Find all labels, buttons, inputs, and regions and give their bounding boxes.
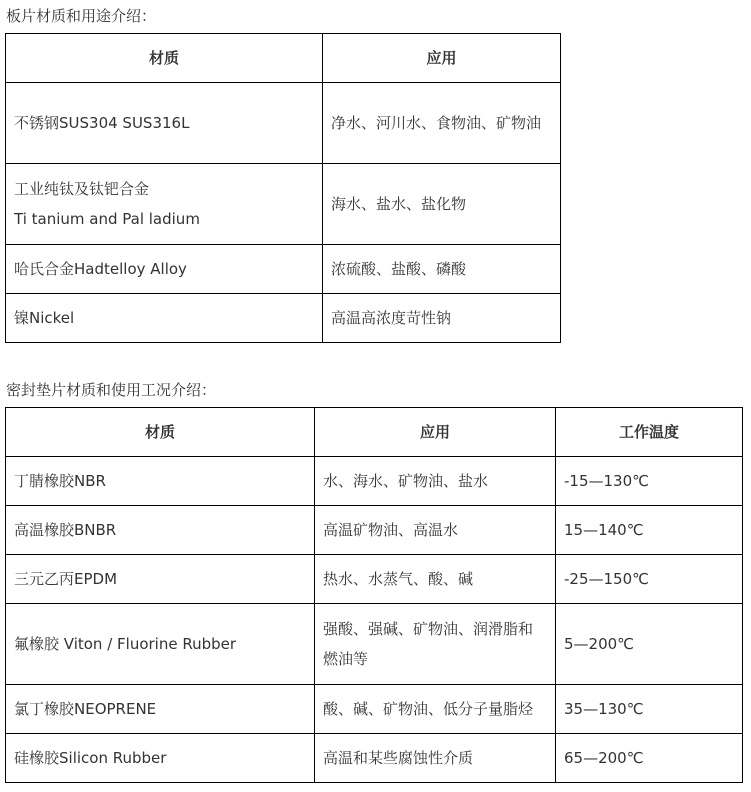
table-header-row: [6, 408, 743, 457]
header-application: 应用: [323, 34, 561, 83]
temperature-cell: 15—140℃: [556, 506, 743, 555]
temperature-cell: 65—200℃: [556, 734, 743, 783]
header-material: 材质: [6, 34, 323, 83]
header-material: 材质: [6, 408, 315, 457]
application-cell: 浓硫酸、盐酸、磷酸: [323, 245, 561, 294]
temperature-cell: 5—200℃: [556, 604, 743, 685]
table-row: [6, 604, 743, 685]
table-header-row: [6, 34, 561, 83]
application-cell: 水、海水、矿物油、盐水: [315, 457, 556, 506]
material-cell: 氟橡胶 Viton / Fluorine Rubber: [6, 604, 315, 685]
temperature-cell: -15—130℃: [556, 457, 743, 506]
material-line-1: 工业纯钛及钛钯合金: [14, 180, 150, 198]
gasket-material-table: [5, 407, 743, 783]
material-cell: 丁腈橡胶NBR: [6, 457, 315, 506]
table-row: [6, 164, 561, 245]
plate-material-table: [5, 33, 561, 343]
material-cell: 镍Nickel: [6, 294, 323, 343]
material-cell: [6, 164, 323, 245]
table-row: [6, 685, 743, 734]
temperature-cell: -25—150℃: [556, 555, 743, 604]
temperature-cell: 35—130℃: [556, 685, 743, 734]
application-cell: 高温矿物油、高温水: [315, 506, 556, 555]
table-row: [6, 555, 743, 604]
material-cell: 不锈钢SUS304 SUS316L: [6, 83, 323, 164]
table-row: [6, 506, 743, 555]
application-cell: 净水、河川水、食物油、矿物油: [323, 83, 561, 164]
header-application: 应用: [315, 408, 556, 457]
material-line-2: Ti tanium and Pal ladium: [14, 210, 200, 228]
table-row: [6, 457, 743, 506]
gasket-material-heading: 密封垫片材质和使用工况介绍：: [6, 381, 217, 399]
application-cell: 酸、碱、矿物油、低分子量脂烃: [315, 685, 556, 734]
table-row: [6, 245, 561, 294]
application-cell: 高温和某些腐蚀性介质: [315, 734, 556, 783]
application-cell: 高温高浓度苛性钠: [323, 294, 561, 343]
application-cell: 强酸、强碱、矿物油、润滑脂和燃油等: [315, 604, 556, 685]
table-row: [6, 294, 561, 343]
material-cell: 高温橡胶BNBR: [6, 506, 315, 555]
table-row: [6, 734, 743, 783]
application-cell: 海水、盐水、盐化物: [323, 164, 561, 245]
header-temperature: 工作温度: [556, 408, 743, 457]
application-cell: 热水、水蒸气、酸、碱: [315, 555, 556, 604]
material-cell: 硅橡胶Silicon Rubber: [6, 734, 315, 783]
material-cell: 哈氏合金Hadtelloy Alloy: [6, 245, 323, 294]
plate-material-heading: 板片材质和用途介绍：: [6, 7, 157, 25]
material-cell: 氯丁橡胶NEOPRENE: [6, 685, 315, 734]
table-row: [6, 83, 561, 164]
material-cell: 三元乙丙EPDM: [6, 555, 315, 604]
